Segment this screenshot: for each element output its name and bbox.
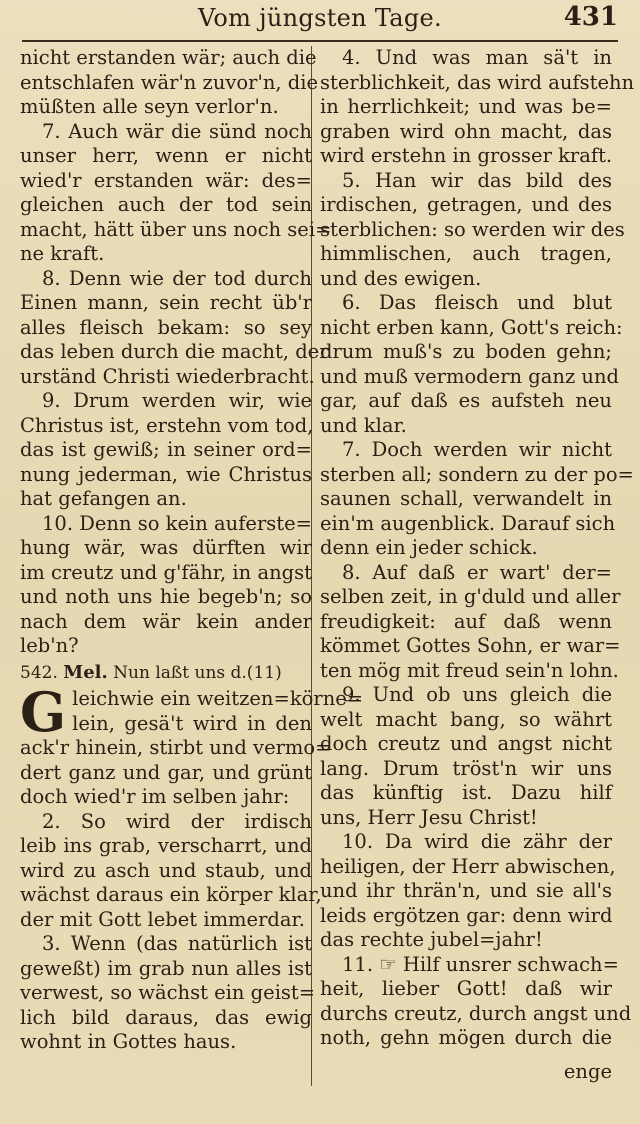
text-line: uns, Herr Jesu Christ!	[320, 805, 538, 829]
text-line: geweßt) im grab nun alles ist	[20, 956, 312, 980]
text-line: leb'n?	[20, 634, 79, 657]
hymn-verse-2	[20, 809, 322, 933]
hymn-number: 542.	[20, 662, 58, 683]
page-number: 431	[563, 2, 618, 32]
text-line: Einen mann, sein recht üb'r	[20, 291, 312, 314]
text-line: und ihr thrän'n, und sie all's	[320, 879, 612, 902]
text-line: und klar.	[320, 413, 407, 437]
text-line: gar, auf daß es aufsteh neu	[320, 389, 612, 412]
running-title: Vom jüngsten Tage.	[198, 4, 442, 32]
text-line: nach dem wär kein ander	[20, 609, 312, 633]
right-column	[320, 46, 635, 1051]
text-line: doch creutz und angst nicht	[320, 732, 612, 755]
text-line: dert ganz und gar, und grünt	[20, 760, 312, 784]
text-line: 3. Wenn (das natürlich ist	[42, 932, 312, 955]
text-line: das künftig ist. Dazu hilf	[320, 781, 612, 804]
text-line: 4. Und was man sä't in	[342, 46, 612, 69]
text-line: lein, gesä't wird in den	[72, 711, 312, 735]
text-line: doch wied'r im selben jahr:	[20, 785, 290, 808]
text-line: und noth uns hie begeb'n; so	[20, 585, 312, 608]
hymn-verse-10	[320, 830, 616, 953]
text-line: 10. Da wird die zähr der	[342, 830, 612, 853]
verse-7	[20, 119, 332, 267]
text-line: wird zu asch und staub, und	[20, 858, 312, 882]
text-line: denn ein jeder schick.	[320, 536, 538, 559]
text-line: das ist gewiß; in seiner ord=	[20, 438, 312, 461]
text-line: nung jederman, wie Christus	[20, 462, 312, 486]
hymn-verse-9	[320, 683, 612, 830]
text-line: der mit Gott lebet immerdar.	[20, 907, 305, 931]
text-line: wird erstehn in grosser kraft.	[320, 144, 613, 167]
text-line: irdischen, getragen, und des	[320, 193, 612, 216]
verse-9	[20, 389, 312, 512]
text-line: alles fleisch bekam: so sey	[20, 315, 312, 339]
text-line: 6. Das fleisch und blut	[342, 291, 612, 314]
text-line: welt macht bang, so währt	[320, 707, 612, 731]
text-line: und des ewigen.	[320, 266, 482, 290]
text-line: 7. Auch wär die sünd noch	[42, 119, 312, 143]
hymn-verse-5	[320, 168, 625, 292]
text-line: drum muß's zu boden gehn;	[320, 340, 612, 363]
hymn-verse-4	[320, 46, 635, 169]
verse-8	[20, 266, 329, 390]
text-line: heit, lieber Gott! daß wir	[320, 977, 612, 1000]
text-line: freudigkeit: auf daß wenn	[320, 609, 612, 633]
text-line: 8. Denn wie der tod durch	[42, 266, 312, 290]
text-line: 10. Denn so kein auferste=	[42, 511, 312, 535]
text-line: himmlischen, auch tragen,	[320, 242, 612, 265]
text-line: kömmet Gottes Sohn, er war=	[320, 634, 621, 657]
text-line: 11. ☞ Hilf unsrer schwach=	[342, 952, 619, 976]
verse-10	[20, 512, 312, 659]
text-line: gleichen auch der tod sein	[20, 193, 312, 216]
hymn-verse-8	[320, 560, 621, 684]
text-line: ne kraft.	[20, 242, 105, 265]
text-line: ack'r hinein, stirbt und vermo=	[20, 736, 332, 759]
text-line: 9. Drum werden wir, wie	[42, 389, 312, 412]
text-line: entschlafen wär'n zuvor'n, die	[20, 70, 319, 94]
text-line: 8. Auf daß er wart' der=	[342, 560, 612, 584]
text-line: in herrlichkeit; und was be=	[320, 95, 612, 118]
text-line: saunen schall, verwandelt in	[320, 487, 612, 510]
text-line: müßten alle seyn verlor'n.	[20, 95, 279, 118]
hymn-heading	[20, 661, 312, 686]
hymn-verse-1	[20, 680, 364, 810]
text-line: nicht erben kann, Gott's reich:	[320, 315, 623, 339]
text-line: Christus ist, erstehn vom tod,	[20, 413, 314, 437]
text-line: lich bild daraus, das ewig	[20, 1005, 312, 1029]
text-line: graben wird ohn macht, das	[320, 119, 612, 143]
text-line: das rechte jubel=jahr!	[320, 928, 543, 951]
text-line: 2. So wird der irdisch	[42, 809, 312, 833]
text-line: nicht erstanden wär; auch die	[20, 46, 317, 69]
text-line: noth, gehn mögen durch die	[320, 1026, 612, 1049]
text-line: verwest, so wächst ein geist=	[20, 981, 316, 1004]
text-line: das leben durch die macht, der	[20, 340, 329, 363]
text-line: und muß vermodern ganz und	[320, 364, 620, 388]
drop-capital: G	[20, 680, 67, 744]
text-line: leib ins grab, verscharrt, und	[20, 834, 312, 857]
text-line: im creutz und g'fähr, in angst	[20, 560, 312, 584]
text-line: unser herr, wenn er nicht	[20, 144, 312, 167]
catchword: enge	[563, 1060, 612, 1083]
text-line: lang. Drum tröst'n wir uns	[320, 756, 612, 780]
text-line: wohnt in Gottes haus.	[20, 1030, 237, 1053]
text-line: 5. Han wir das bild des	[342, 168, 612, 192]
hymn-verse-3	[20, 932, 316, 1055]
text-line: sterblichkeit, das wird aufstehn	[320, 70, 635, 94]
text-line: leichwie ein weitzen=körne=	[72, 687, 364, 710]
page-header	[22, 0, 618, 42]
text-line: sterblichen: so werden wir des	[320, 217, 625, 241]
text-line: hung wär, was dürften wir	[20, 536, 312, 559]
text-line: hat gefangen an.	[20, 487, 187, 510]
text-line: wied'r erstanden wär: des=	[20, 168, 312, 192]
text-line: wächst daraus ein körper klar,	[20, 883, 322, 906]
hymn-verse-11	[320, 952, 632, 1051]
text-line: 7. Doch werden wir nicht	[342, 438, 612, 461]
text-line: ten mög mit freud sein'n lohn.	[320, 658, 619, 682]
hymn-verse-7	[320, 438, 634, 561]
text-line: macht, hätt über uns noch sei=	[20, 217, 332, 241]
text-line: 9. Und ob uns gleich die	[342, 683, 612, 706]
text-line: durchs creutz, durch angst und	[320, 1001, 632, 1025]
text-line: sterben all; sondern zu der po=	[320, 462, 634, 486]
melody-label: Mel.	[63, 661, 108, 683]
text-line: heiligen, der Herr abwischen,	[320, 854, 616, 878]
melody-tune: Nun laßt uns d.(11)	[113, 662, 282, 683]
text-line: selben zeit, in g'duld und aller	[320, 585, 621, 608]
text-line: urständ Christi wiederbracht.	[20, 364, 315, 388]
text-line: ein'm augenblick. Darauf sich	[320, 511, 616, 535]
hymn-verse-6	[320, 291, 623, 438]
verse-continuation	[20, 46, 319, 120]
text-line: leids ergötzen gar: denn wird	[320, 903, 613, 927]
